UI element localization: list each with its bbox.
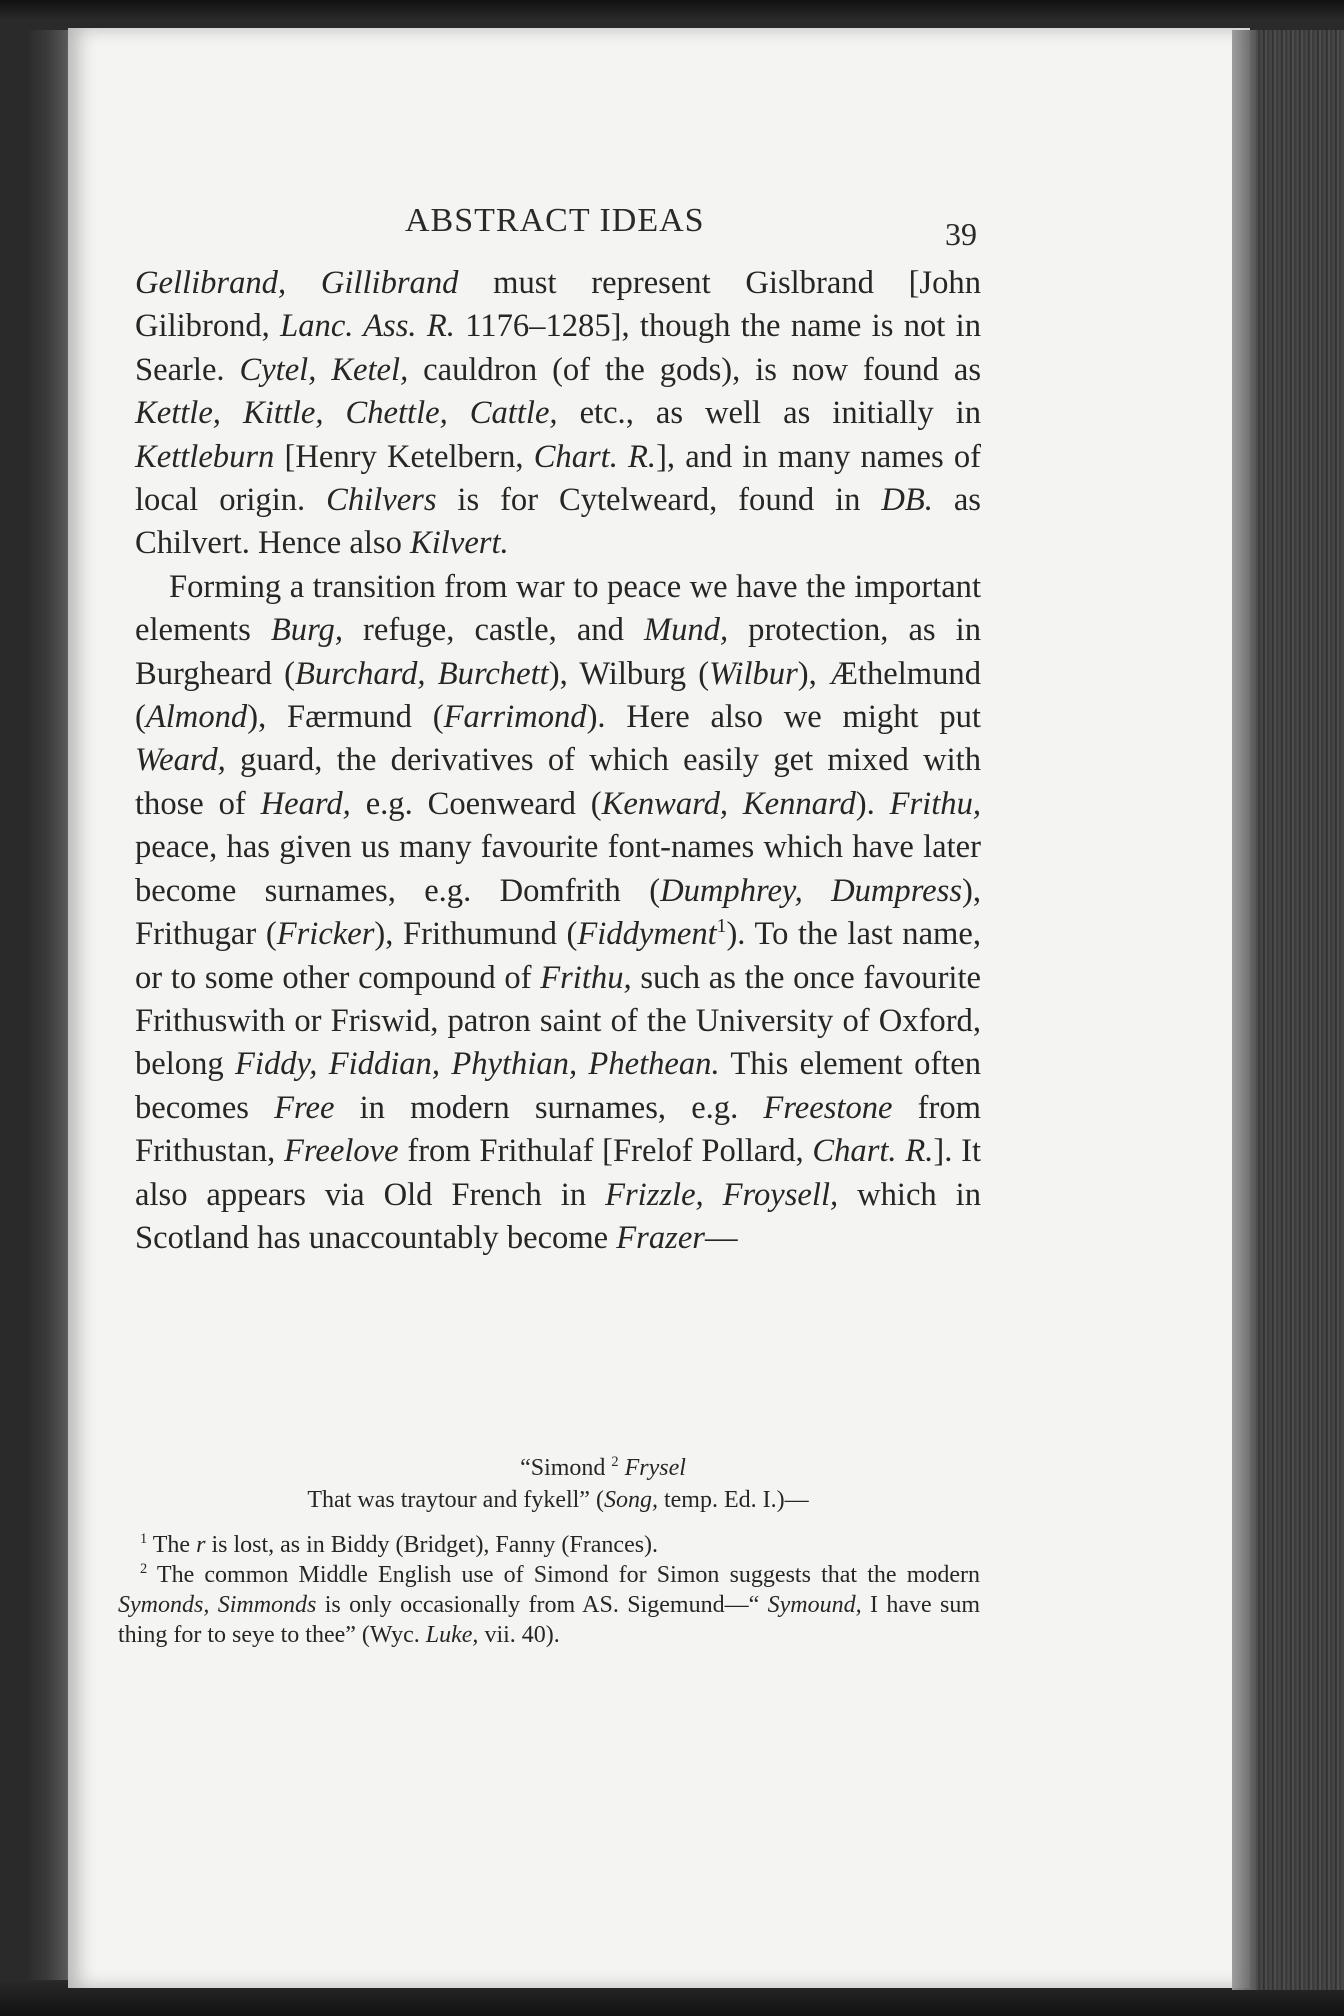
footnotes	[118, 1530, 980, 1650]
text-span: peace, has given us many favourite font-names which have later become surnames, e.g. Domfrith (	[135, 829, 981, 909]
text-span: which in Scotland has unaccountably become	[135, 1176, 981, 1256]
text-span: Luke,	[425, 1622, 479, 1648]
text-span: [Henry Ketelbern,	[274, 438, 534, 475]
text-span: guard, the derivatives of which easily get mixed with those of	[135, 742, 981, 822]
text-span: Kettleburn	[135, 438, 275, 475]
text-span: Chilvers	[326, 482, 437, 519]
footnote-reference: 2	[611, 1454, 619, 1470]
page-number: 39	[945, 216, 977, 252]
text-span: Burg,	[270, 612, 343, 649]
text-span: That was traytour and fykell” (	[307, 1487, 604, 1513]
text-span: ]. It also appears via Old French in	[135, 1133, 982, 1213]
footnote-reference: 1	[716, 916, 727, 938]
text-span: This element often becomes	[135, 1046, 982, 1126]
text-span: Free	[274, 1089, 335, 1126]
text-span: is only occasionally from AS. Sigemund—“	[316, 1592, 768, 1618]
text-span: protection, as in Burgheard (	[135, 612, 982, 692]
text-span: Symound,	[767, 1592, 862, 1618]
footnote-1	[118, 1530, 980, 1560]
text-span: Fricker	[276, 916, 375, 953]
text-span: etc., as well as initially in	[557, 395, 981, 432]
text-span: Lanc. Ass. R.	[280, 308, 455, 345]
text-span: Weard,	[135, 742, 226, 779]
text-span: is for Cytelweard, found in	[436, 482, 882, 519]
text-span: ), Wilburg (	[548, 655, 710, 692]
text-span: DB.	[881, 482, 933, 519]
text-span: Frithu,	[889, 785, 981, 822]
paragraph-1	[135, 262, 981, 566]
text-span: ), Færmund (	[247, 699, 444, 736]
text-span: ), Frithugar (	[135, 872, 981, 953]
text-span: ), Frithumund (	[374, 916, 578, 953]
text-span: —	[704, 1219, 738, 1256]
text-span: in modern surnames, e.g.	[334, 1089, 764, 1126]
text-span: Freelove	[284, 1133, 399, 1170]
text-span: Almond	[145, 699, 248, 736]
text-span: Heard,	[260, 785, 351, 822]
footnote-2	[118, 1560, 980, 1650]
text-span: Kenward, Kennard	[601, 785, 856, 822]
running-title: ABSTRACT IDEAS	[405, 202, 705, 239]
text-span: Fiddyment	[577, 916, 717, 953]
text-span: is lost, as in Biddy (Bridget), Fanny (Frances).	[205, 1532, 659, 1558]
footnote-marker: 2	[140, 1561, 148, 1577]
text-span: Wilbur	[709, 655, 798, 692]
text-span: Cytel, Ketel,	[239, 351, 409, 388]
text-span: Kilvert.	[410, 525, 509, 562]
text-span: vii. 40).	[478, 1622, 560, 1648]
body-text	[135, 262, 981, 1260]
text-span: Symonds, Simmonds	[118, 1592, 317, 1618]
text-span: Farrimond	[443, 699, 587, 736]
text-span: ], and in many names of local origin.	[135, 438, 981, 519]
text-span: 1176–1285], though the name is not in Searle.	[135, 308, 981, 388]
text-span: e.g. Coenweard (	[350, 785, 602, 822]
text-span: I have sum thing for to seye to thee” (Wyc.	[118, 1592, 981, 1648]
text-span: Freestone	[763, 1089, 893, 1126]
text-span: Frazer	[616, 1219, 705, 1256]
verse-line-2	[135, 1484, 981, 1516]
footnote-marker: 1	[140, 1531, 148, 1547]
text-span: Gellibrand, Gillibrand	[135, 265, 459, 301]
text-span: as Chilvert. Hence also	[135, 482, 981, 562]
verse-line-1	[135, 1452, 981, 1484]
text-span: from Frithulaf [Frelof Pollard,	[398, 1133, 813, 1170]
page-header	[135, 196, 985, 252]
page-fore-edge	[1232, 30, 1344, 1990]
verse-quotation	[135, 1452, 981, 1516]
text-span: Fiddy, Fiddian, Phythian, Phethean.	[235, 1046, 720, 1083]
text-span: The common Middle English use of Simond for Simon suggests that the modern	[147, 1562, 980, 1588]
text-span: Burchard, Burchett	[294, 655, 549, 692]
text-span: temp. Ed. I.)—	[657, 1487, 809, 1513]
text-span: from Frithustan,	[135, 1089, 981, 1170]
text-span: Frysel	[618, 1455, 686, 1481]
text-span: Frithu,	[540, 959, 632, 996]
text-span: Mund,	[643, 612, 729, 649]
text-span: The	[147, 1532, 197, 1558]
text-span: refuge, castle, and	[342, 612, 644, 649]
text-span: ). To the last name, or to some other compound of	[135, 916, 981, 996]
text-span: Chart. R.	[533, 438, 657, 475]
text-span: Song,	[603, 1487, 658, 1513]
text-span: “Simond	[520, 1455, 612, 1481]
text-span: Kettle, Kittle, Chettle, Cattle,	[135, 395, 558, 432]
text-span: Forming a transition from war to peace we have the important elements	[135, 568, 981, 649]
text-span: ), Æthelmund (	[135, 655, 981, 736]
paragraph-2	[135, 566, 981, 1261]
text-span: such as the once favourite Frithuswith or Friswid, patron saint of the University of Oxford, belong	[135, 959, 981, 1083]
text-span: cauldron (of the gods), is now found as	[408, 351, 982, 388]
text-span: must represent Gislbrand [John Gilibrond,	[135, 265, 981, 345]
text-span: Frizzle, Froysell,	[605, 1176, 839, 1213]
text-span: ).	[855, 785, 890, 822]
text-span: Chart. R.	[812, 1133, 934, 1170]
text-span: ). Here also we might put	[586, 699, 981, 736]
text-span: r	[196, 1532, 206, 1558]
text-span: Dumphrey, Dumpress	[660, 872, 962, 909]
